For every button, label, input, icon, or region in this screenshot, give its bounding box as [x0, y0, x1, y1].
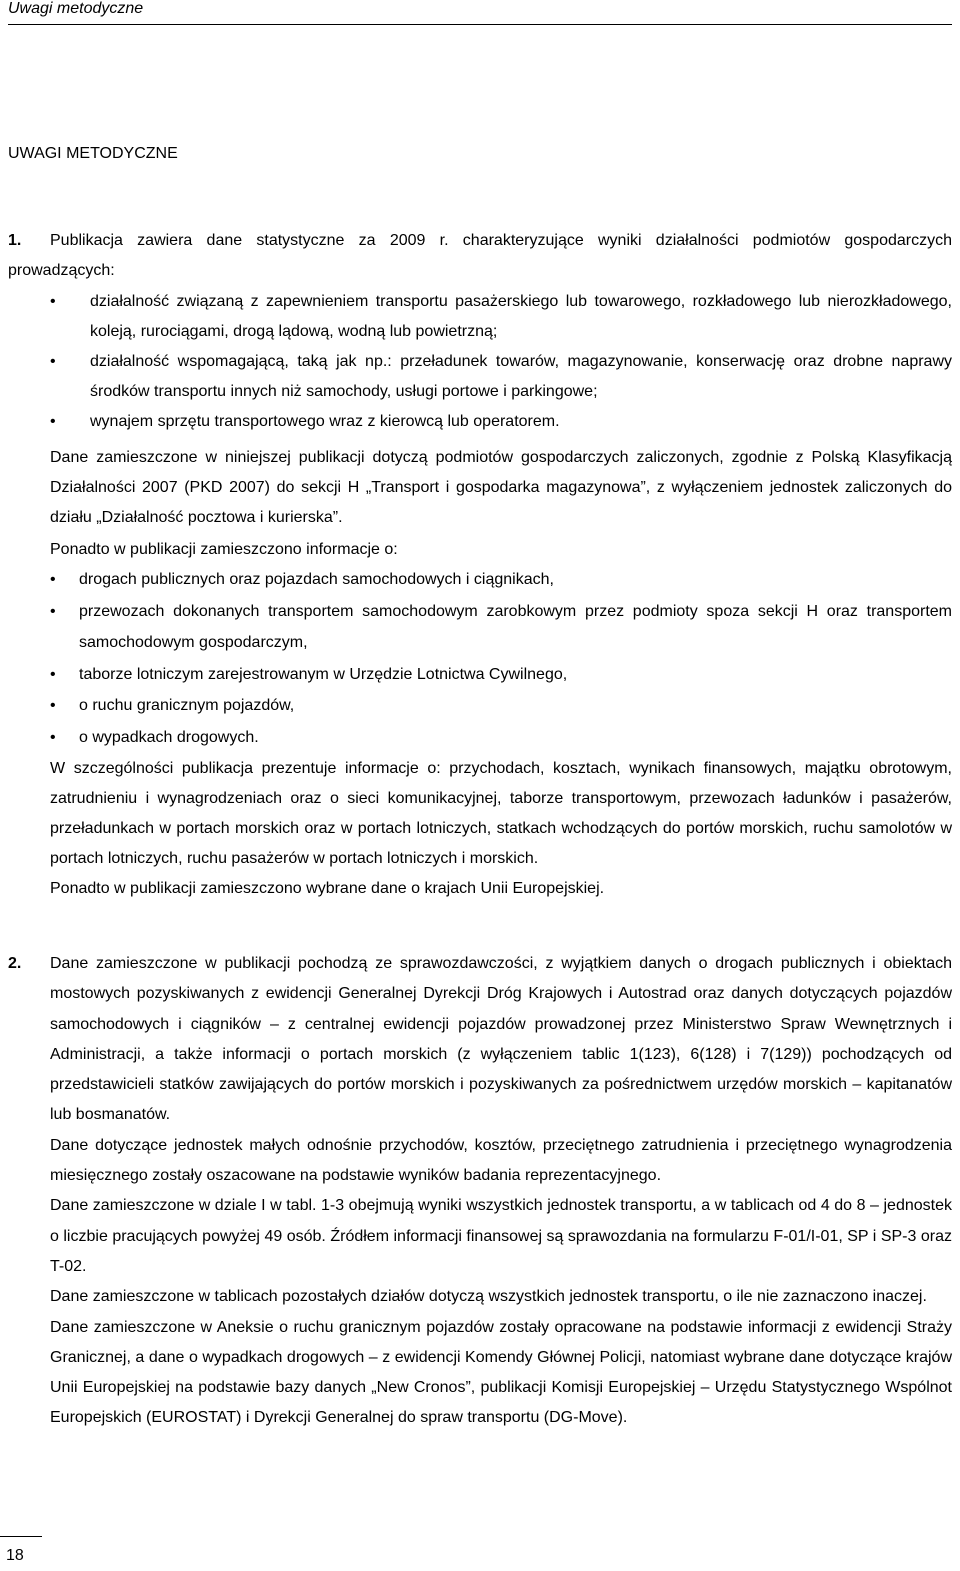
additional-item: • drogach publicznych oraz pojazdach samochodowych i ciągnikach, — [79, 564, 952, 596]
activities-list — [50, 287, 952, 437]
section-1-intro: Publikacja zawiera dane statystyczne za 2009 r. charakteryzujące wyniki działalności podmiotów gospodarczych prowadzących: — [8, 232, 952, 279]
bullet-icon: • — [50, 665, 56, 683]
section-2-number: 2. — [8, 955, 22, 972]
section-2-paragraph: Dane zamieszczone w publikacji pochodzą ze sprawozdawczości, z wyjątkiem danych o drogach publicznych i obiektach mostowych pozyskiwanych z ewidencji Generalnej Dyrekcji Dróg Krajowych i Autostrad oraz danych dotyczących pojazdów samochodowych i ciągników – z centralnej ewidencji pojazdów prowadzonej przez Ministerstwo Spraw Wewnętrznych i Administracji, a także informacji o portach morskich (z wyłączeniem tablic 1(123), 6(128) i 7(129)) pochodzących od przedstawicieli statków zawijających do portów morskich i pozyskiwanych za pośrednictwem urzędów morskich – kapitanatów lub bosmanatów. — [50, 955, 952, 1124]
running-title: Uwagi metodyczne — [8, 0, 144, 17]
section-2-body — [50, 949, 952, 1434]
bullet-icon: • — [50, 728, 56, 746]
bullet-icon: • — [50, 413, 56, 430]
eu-paragraph: Ponadto w publikacji zamieszczono wybrane dane o krajach Unii Europejskiej. — [50, 880, 605, 897]
additional-item: • taborze lotniczym zarejestrowanym w Urzędzie Lotnictwa Cywilnego, — [79, 659, 952, 691]
page-title: UWAGI METODYCZNE — [8, 145, 178, 162]
additional-item: • o wypadkach drogowych. — [79, 722, 952, 754]
bullet-icon: • — [50, 353, 56, 370]
section-2-paragraph: Dane zamieszczone w dziale I w tabl. 1-3 obejmują wyniki wszystkich jednostek transportu, a w tablicach od 4 do 8 – jednostek o liczbie pracujących powyżej 49 osób. Źródłem informacji finansowej są sprawozdania na formularzu F-01/I-01, SP i SP-3 oraz T-02. — [50, 1197, 952, 1275]
bullet-icon: • — [50, 697, 56, 714]
footer-divider — [0, 1536, 42, 1537]
activity-item: • działalność związaną z zapewnieniem transportu pasażerskiego lub towarowego, rozkładowego lub nierozkładowego, koleją, rurociągami, drogą lądową, wodną lub powietrzną; — [90, 287, 952, 347]
additional-item: • przewozach dokonanych transportem samochodowym zarobkowym przez podmioty spoza sekcji H oraz transportem samochodowym gospodarczym, — [79, 596, 952, 659]
pkd-paragraph: Dane zamieszczone w niniejszej publikacji dotyczą podmiotów gospodarczych zaliczonych, zgodnie z Polską Klasyfikacją Działalności 2007 (PKD 2007) do sekcji H „Transport i gospodarka magazynowa”, z wyłączeniem jednostek zaliczonych do działu „Działalność pocztowa i kurierska”. — [50, 449, 952, 526]
section-1-body — [50, 443, 952, 565]
bullet-icon: • — [50, 571, 56, 588]
additional-intro: Ponadto w publikacji zamieszczono informacje o: — [50, 541, 398, 558]
running-header — [8, 0, 952, 25]
section-2-paragraph: Dane zamieszczone w Aneksie o ruchu granicznym pojazdów zostały opracowane na podstawie informacji z ewidencji Straży Granicznej, a dane o wypadkach drogowych – z ewidencji Komendy Głównej Policji, natomiast wybrane dane dotyczące krajów Unii Europejskiej na podstawie bazy danych „New Cronos”, publikacji Komisji Europejskiej – Urzędu Statystycznego Wspólnot Europejskich (EUROSTAT) i Dyrekcji Generalnej do spraw transportu (DG-Move). — [50, 1318, 952, 1427]
activity-item: • wynajem sprzętu transportowego wraz z kierowcą lub operatorem. — [90, 407, 952, 437]
section-2-paragraph: Dane dotyczące jednostek małych odnośnie przychodów, kosztów, przeciętnego zatrudnienia i przeciętnego wynagrodzenia miesięcznego zostały oszacowane na podstawie wyników badania reprezentacyjnego. — [50, 1136, 952, 1185]
page-number: 18 — [6, 1547, 24, 1564]
section-1-summary — [50, 754, 952, 904]
bullet-icon: • — [50, 293, 56, 310]
additional-item: • o ruchu granicznym pojazdów, — [79, 690, 952, 722]
activity-item: • działalność wspomagającą, taką jak np.: przeładunek towarów, magazynowanie, konserwację oraz drobne naprawy środków transportu innych niż samochody, usługi portowe i parkingowe; — [90, 347, 952, 407]
section-1-number: 1. — [8, 232, 22, 249]
additional-list — [50, 564, 952, 753]
section-2-paragraph: Dane zamieszczone w tablicach pozostałych działów dotyczą wszystkich jednostek transportu, o ile nie zaznaczono inaczej. — [50, 1288, 927, 1306]
bullet-icon: • — [50, 602, 56, 620]
particular-paragraph: W szczególności publikacja prezentuje informacje o: przychodach, kosztach, wynikach finansowych, majątku obrotowym, zatrudnieniu i wynagrodzeniach oraz o sieci komunikacyjnej, taborze transportowym, przewozach ładunków i pasażerów, przeładunkach w portach morskich oraz w portach lotniczych, statkach wchodzących do portów morskich, ruchu samolotów w portach lotniczych, ruchu pasażerów w portach lotniczych i morskich. — [50, 760, 952, 867]
